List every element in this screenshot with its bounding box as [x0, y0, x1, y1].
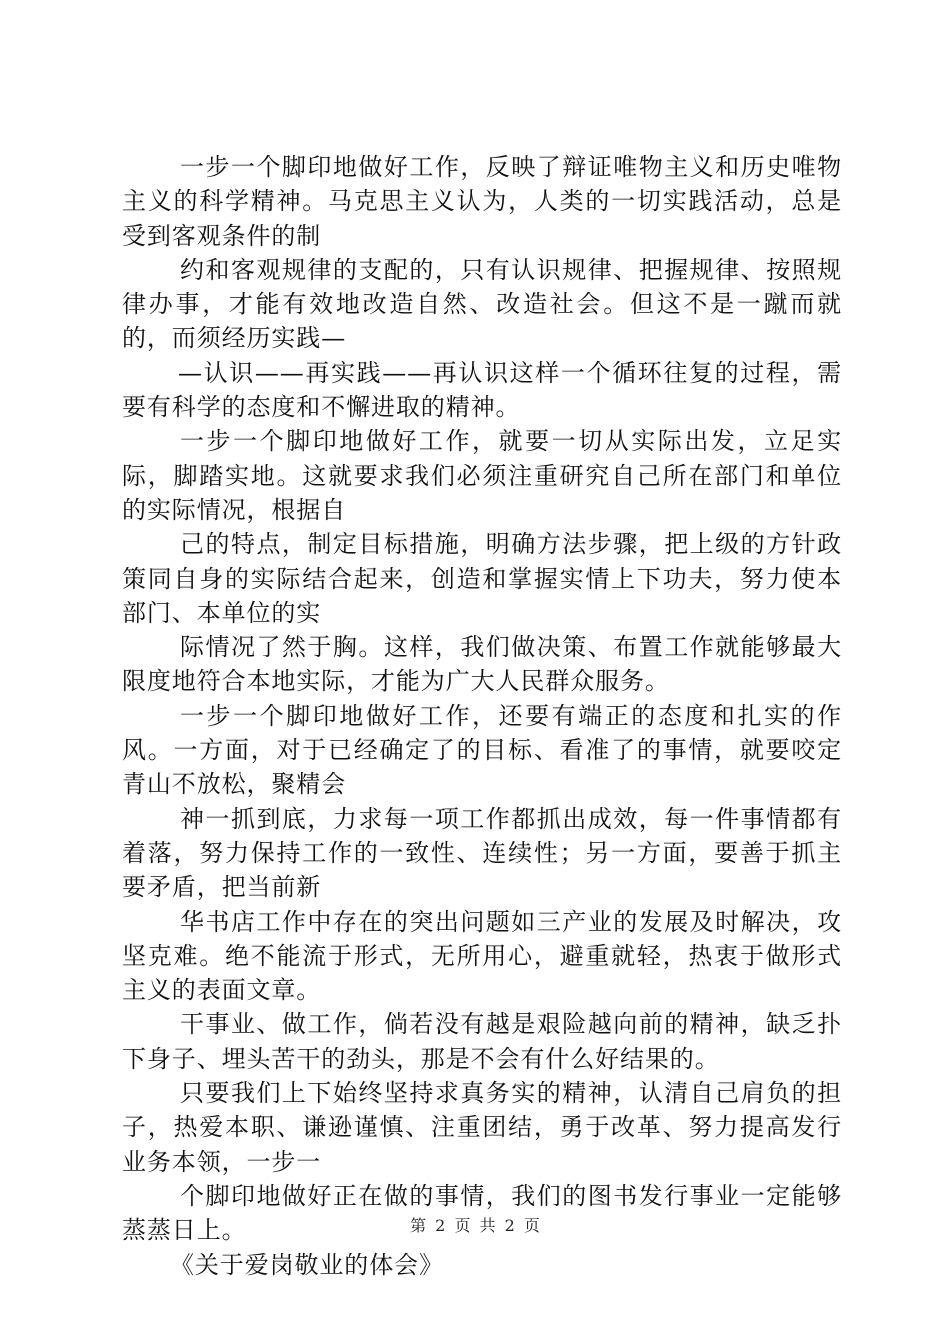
paragraph: 己的特点，制定目标措施，明确方法步骤，把上级的方针政策同自身的实际结合起来，创造和掌握实情上下功夫，努力使本部门、本单位的实 [122, 530, 842, 627]
paragraph: 约和客观规律的支配的，只有认识规律、把握规律、按照规律办事，才能有效地改造自然、改造社会。但这不是一蹴而就的，而须经历实践— [122, 255, 842, 353]
document-title-line: 《关于爱岗敬业的体会》 [170, 1250, 444, 1279]
paragraph: 一步一个脚印地做好工作，反映了辩证唯物主义和历史唯物主义的科学精神。马克思主义认为，人类的一切实践活动，总是受到客观条件的制 [122, 153, 842, 250]
paragraph: 一步一个脚印地做好工作，还要有端正的态度和扎实的作风。一方面，对于已经确定了的目标、看准了的事情，就要咬定青山不放松，聚精会 [122, 701, 842, 799]
paragraph: 个脚印地做好正在做的事情，我们的图书发行事业一定能够蒸蒸日上。 [122, 1181, 842, 1245]
paragraph: 一步一个脚印地做好工作，就要一切从实际出发，立足实际，脚踏实地。这就要求我们必须注重研究自己所在部门和单位的实际情况，根据自 [122, 427, 842, 524]
paragraph: 华书店工作中存在的突出问题如三产业的发展及时解决，攻坚克难。绝不能流于形式，无所用心，避重就轻，热衷于做形式主义的表面文章。 [122, 907, 842, 1005]
page-number-footer: 第 2 页 共 2 页 [410, 1216, 540, 1235]
paragraph: —认识——再实践——再认识这样一个循环往复的过程，需要有科学的态度和不懈进取的精神。 [122, 358, 842, 422]
document-body [122, 150, 842, 1282]
paragraph: 干事业、做工作，倘若没有越是艰险越向前的精神，缺乏扑下身子、埋头苦干的劲头，那是不会有什么好结果的。 [122, 1010, 842, 1073]
paragraph: 只要我们上下始终坚持求真务实的精神，认清自己肩负的担子，热爱本职、谦逊谨慎、注重团结，勇于改革、努力提高发行业务本领，一步一 [122, 1079, 842, 1176]
paragraph: 神一抓到底，力求每一项工作都抓出成效，每一件事情都有着落，努力保持工作的一致性、连续性；另一方面，要善于抓主要矛盾，把当前新 [122, 804, 842, 902]
paragraph: 际情况了然于胸。这样，我们做决策、布置工作就能够最大限度地符合本地实际，才能为广大人民群众服务。 [122, 633, 842, 696]
